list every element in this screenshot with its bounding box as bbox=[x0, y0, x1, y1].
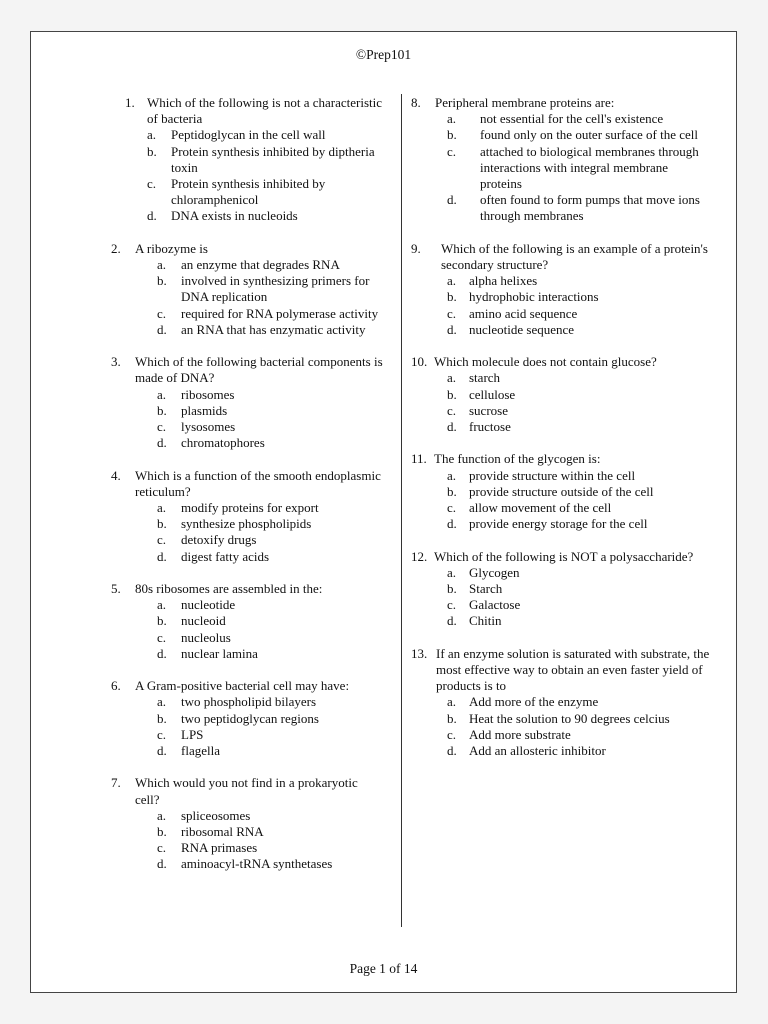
question-text: A ribozyme is bbox=[135, 240, 208, 256]
option-list bbox=[157, 694, 383, 759]
option-text: aminoacyl-tRNA synthetases bbox=[181, 856, 333, 872]
option-d bbox=[157, 856, 383, 872]
question-number: 12. bbox=[411, 548, 428, 564]
option-text: nucleolus bbox=[181, 629, 231, 645]
option-list bbox=[447, 111, 711, 224]
option-text: nucleotide bbox=[181, 597, 236, 613]
question-5 bbox=[111, 581, 383, 662]
option-text: allow movement of the cell bbox=[469, 500, 612, 516]
option-text: two phospholipid bilayers bbox=[181, 694, 317, 710]
option-text: Starch bbox=[469, 581, 503, 597]
option-text: attached to biological membranes through interactions with integral membrane proteins bbox=[480, 143, 699, 192]
option-text: Add more substrate bbox=[469, 726, 571, 742]
option-a bbox=[447, 468, 711, 484]
option-text: nucleoid bbox=[181, 613, 226, 629]
question-number: 10. bbox=[411, 354, 428, 370]
question-number: 13. bbox=[411, 645, 428, 661]
question-4 bbox=[111, 468, 383, 565]
question-number: 6. bbox=[111, 678, 121, 694]
option-a bbox=[147, 127, 383, 143]
option-letter: b. bbox=[147, 143, 157, 159]
question-8 bbox=[411, 95, 711, 225]
option-d bbox=[447, 516, 711, 532]
option-a bbox=[447, 111, 711, 127]
option-letter: b. bbox=[157, 516, 167, 532]
option-text: Chitin bbox=[469, 613, 502, 629]
option-text: involved in synthesizing primers for DNA replication bbox=[181, 273, 370, 305]
option-letter: d. bbox=[147, 208, 157, 224]
option-letter: c. bbox=[157, 305, 167, 321]
option-letter: d. bbox=[447, 192, 457, 208]
option-text: starch bbox=[469, 370, 501, 386]
right-column bbox=[411, 95, 711, 775]
option-text: RNA primases bbox=[181, 840, 258, 856]
option-text: hydrophobic interactions bbox=[469, 289, 599, 305]
option-text: flagella bbox=[181, 743, 220, 759]
option-letter: a. bbox=[447, 111, 457, 127]
option-list bbox=[447, 273, 711, 338]
question-number: 4. bbox=[111, 467, 121, 483]
option-letter: a. bbox=[157, 807, 167, 823]
question-2 bbox=[111, 241, 383, 338]
question-text: Peripheral membrane proteins are: bbox=[435, 95, 615, 110]
option-text: Peptidoglycan in the cell wall bbox=[171, 127, 326, 143]
page-footer: Page 1 of 14 bbox=[349, 961, 418, 976]
column-divider bbox=[401, 94, 402, 927]
option-d bbox=[157, 435, 383, 451]
option-c bbox=[447, 597, 711, 613]
option-d bbox=[157, 646, 383, 662]
option-letter: c. bbox=[447, 305, 457, 321]
option-d bbox=[447, 419, 711, 435]
option-text: Galactose bbox=[469, 597, 521, 613]
document-page bbox=[30, 31, 737, 993]
option-letter: b. bbox=[447, 483, 457, 499]
option-c bbox=[447, 144, 711, 193]
option-letter: c. bbox=[157, 726, 167, 742]
question-number: 9. bbox=[411, 240, 421, 256]
option-d bbox=[447, 613, 711, 629]
option-d bbox=[447, 192, 711, 224]
option-text: often found to form pumps that move ions through membranes bbox=[480, 192, 700, 224]
option-text: an RNA that has enzymatic activity bbox=[181, 321, 366, 337]
question-10 bbox=[411, 354, 711, 435]
option-a bbox=[447, 694, 711, 710]
question-7 bbox=[111, 775, 383, 872]
option-letter: b. bbox=[157, 402, 167, 418]
option-b bbox=[157, 824, 383, 840]
option-text: spliceosomes bbox=[181, 807, 251, 823]
option-c bbox=[447, 306, 711, 322]
option-letter: c. bbox=[447, 143, 457, 159]
option-letter: c. bbox=[447, 597, 457, 613]
question-text: Which of the following is not a characteristic of bacteria bbox=[147, 95, 383, 127]
option-text: DNA exists in nucleoids bbox=[171, 208, 298, 224]
option-text: not essential for the cell's existence bbox=[480, 111, 664, 127]
option-a bbox=[157, 257, 383, 273]
option-text: nucleotide sequence bbox=[469, 321, 575, 337]
option-a bbox=[157, 597, 383, 613]
option-text: required for RNA polymerase activity bbox=[181, 305, 379, 321]
option-text: chromatophores bbox=[181, 435, 265, 451]
option-b bbox=[147, 144, 383, 176]
option-letter: d. bbox=[157, 645, 167, 661]
option-text: ribosomal RNA bbox=[181, 824, 264, 840]
option-d bbox=[147, 208, 383, 224]
option-letter: b. bbox=[447, 386, 457, 402]
option-a bbox=[157, 387, 383, 403]
question-text: The function of the glycogen is: bbox=[434, 451, 601, 467]
option-b bbox=[447, 711, 711, 727]
option-text: digest fatty acids bbox=[181, 548, 270, 564]
option-letter: c. bbox=[157, 629, 167, 645]
option-a bbox=[157, 808, 383, 824]
option-letter: d. bbox=[447, 516, 457, 532]
option-letter: d. bbox=[157, 435, 167, 451]
option-letter: c. bbox=[447, 726, 457, 742]
question-11 bbox=[411, 451, 711, 532]
page-header: ©Prep101 bbox=[355, 47, 412, 62]
option-letter: a. bbox=[447, 273, 457, 289]
option-letter: b. bbox=[157, 824, 167, 840]
option-text: modify proteins for export bbox=[181, 500, 319, 516]
option-letter: a. bbox=[447, 564, 457, 580]
option-letter: b. bbox=[447, 710, 457, 726]
option-letter: b. bbox=[157, 710, 167, 726]
option-c bbox=[447, 500, 711, 516]
option-text: ribosomes bbox=[181, 386, 235, 402]
option-letter: d. bbox=[447, 419, 457, 435]
option-b bbox=[157, 711, 383, 727]
option-letter: a. bbox=[157, 500, 167, 516]
question-number: 3. bbox=[111, 354, 121, 370]
option-b bbox=[157, 613, 383, 629]
option-letter: a. bbox=[447, 370, 457, 386]
option-c bbox=[157, 532, 383, 548]
question-text: Which of the following is an example of a protein's secondary structure? bbox=[441, 240, 708, 273]
option-list bbox=[157, 387, 383, 452]
option-letter: a. bbox=[157, 694, 167, 710]
option-d bbox=[157, 549, 383, 565]
option-text: Add an allosteric inhibitor bbox=[469, 743, 606, 759]
option-letter: b. bbox=[447, 127, 457, 143]
option-text: provide structure outside of the cell bbox=[469, 483, 654, 499]
option-c bbox=[157, 419, 383, 435]
option-text: synthesize phospholipids bbox=[181, 516, 312, 532]
option-c bbox=[157, 727, 383, 743]
option-letter: c. bbox=[147, 176, 157, 192]
option-letter: a. bbox=[157, 257, 167, 273]
option-text: amino acid sequence bbox=[469, 305, 578, 321]
option-c bbox=[447, 403, 711, 419]
question-1 bbox=[125, 95, 383, 225]
option-a bbox=[157, 694, 383, 710]
option-list bbox=[157, 808, 383, 873]
option-text: provide energy storage for the cell bbox=[469, 516, 648, 532]
option-letter: c. bbox=[157, 532, 167, 548]
option-letter: b. bbox=[157, 613, 167, 629]
question-text: Which molecule does not contain glucose? bbox=[434, 354, 657, 370]
option-b bbox=[157, 516, 383, 532]
option-list bbox=[157, 500, 383, 565]
option-letter: d. bbox=[157, 321, 167, 337]
option-letter: c. bbox=[157, 419, 167, 435]
option-text: detoxify drugs bbox=[181, 532, 257, 548]
option-letter: c. bbox=[157, 840, 167, 856]
option-d bbox=[447, 743, 711, 759]
question-12 bbox=[411, 549, 711, 630]
option-b bbox=[447, 484, 711, 500]
option-letter: a. bbox=[157, 386, 167, 402]
option-letter: a. bbox=[447, 694, 457, 710]
option-b bbox=[447, 387, 711, 403]
option-letter: c. bbox=[447, 500, 457, 516]
option-list bbox=[147, 127, 383, 224]
option-letter: d. bbox=[447, 321, 457, 337]
option-text: found only on the outer surface of the cell bbox=[480, 127, 699, 143]
option-text: Add more of the enzyme bbox=[469, 694, 599, 710]
option-c bbox=[157, 306, 383, 322]
option-c bbox=[157, 630, 383, 646]
question-6 bbox=[111, 678, 383, 759]
option-letter: d. bbox=[447, 613, 457, 629]
option-a bbox=[157, 500, 383, 516]
question-number: 7. bbox=[111, 775, 121, 791]
option-b bbox=[157, 403, 383, 419]
option-d bbox=[447, 322, 711, 338]
question-number: 2. bbox=[111, 240, 121, 256]
question-text: Which would you not find in a prokaryotic cell? bbox=[135, 775, 358, 807]
question-text: Which of the following bacterial components is made of DNA? bbox=[135, 354, 383, 386]
option-b bbox=[447, 127, 711, 143]
option-c bbox=[447, 727, 711, 743]
question-text: A Gram-positive bacterial cell may have: bbox=[135, 678, 350, 694]
option-text: provide structure within the cell bbox=[469, 467, 636, 483]
option-text: nuclear lamina bbox=[181, 645, 258, 661]
option-list bbox=[447, 468, 711, 533]
question-9 bbox=[411, 241, 711, 338]
option-text: Heat the solution to 90 degrees celcius bbox=[469, 710, 670, 726]
option-letter: d. bbox=[157, 548, 167, 564]
option-list bbox=[157, 597, 383, 662]
option-a bbox=[447, 273, 711, 289]
option-text: sucrose bbox=[469, 402, 508, 418]
question-text: If an enzyme solution is saturated with substrate, the most effective way to obtain an even faster yield of products is to bbox=[436, 645, 710, 694]
option-text: LPS bbox=[181, 726, 204, 742]
option-b bbox=[447, 289, 711, 305]
option-c bbox=[157, 840, 383, 856]
option-letter: a. bbox=[447, 467, 457, 483]
option-list bbox=[157, 257, 383, 338]
option-letter: b. bbox=[447, 581, 457, 597]
question-number: 8. bbox=[411, 95, 421, 110]
option-letter: a. bbox=[147, 127, 157, 143]
option-letter: c. bbox=[447, 402, 457, 418]
question-3 bbox=[111, 354, 383, 451]
option-a bbox=[447, 370, 711, 386]
option-letter: d. bbox=[157, 743, 167, 759]
option-d bbox=[157, 322, 383, 338]
option-b bbox=[157, 273, 383, 305]
option-c bbox=[147, 176, 383, 208]
option-list bbox=[447, 565, 711, 630]
option-text: lysosomes bbox=[181, 419, 236, 435]
option-a bbox=[447, 565, 711, 581]
option-letter: d. bbox=[447, 743, 457, 759]
option-d bbox=[157, 743, 383, 759]
option-letter: a. bbox=[157, 597, 167, 613]
option-text: Protein synthesis inhibited by chloramphenicol bbox=[171, 176, 326, 208]
question-text: Which is a function of the smooth endoplasmic reticulum? bbox=[135, 467, 381, 499]
option-text: Protein synthesis inhibited by diptheria toxin bbox=[171, 143, 375, 175]
option-text: cellulose bbox=[469, 386, 516, 402]
option-text: Glycogen bbox=[469, 564, 520, 580]
question-text: 80s ribosomes are assembled in the: bbox=[135, 581, 323, 597]
question-13 bbox=[411, 646, 711, 759]
left-column bbox=[111, 95, 383, 889]
option-list bbox=[447, 370, 711, 435]
option-letter: b. bbox=[157, 273, 167, 289]
option-text: an enzyme that degrades RNA bbox=[181, 257, 340, 273]
question-number: 5. bbox=[111, 581, 121, 597]
option-text: plasmids bbox=[181, 402, 228, 418]
option-text: alpha helixes bbox=[469, 273, 538, 289]
question-number: 11. bbox=[411, 451, 427, 467]
question-text: Which of the following is NOT a polysaccharide? bbox=[434, 548, 694, 564]
option-letter: d. bbox=[157, 856, 167, 872]
option-b bbox=[447, 581, 711, 597]
option-text: fructose bbox=[469, 419, 511, 435]
option-letter: b. bbox=[447, 289, 457, 305]
question-number: 1. bbox=[125, 95, 135, 110]
option-list bbox=[447, 694, 711, 759]
option-text: two peptidoglycan regions bbox=[181, 710, 319, 726]
